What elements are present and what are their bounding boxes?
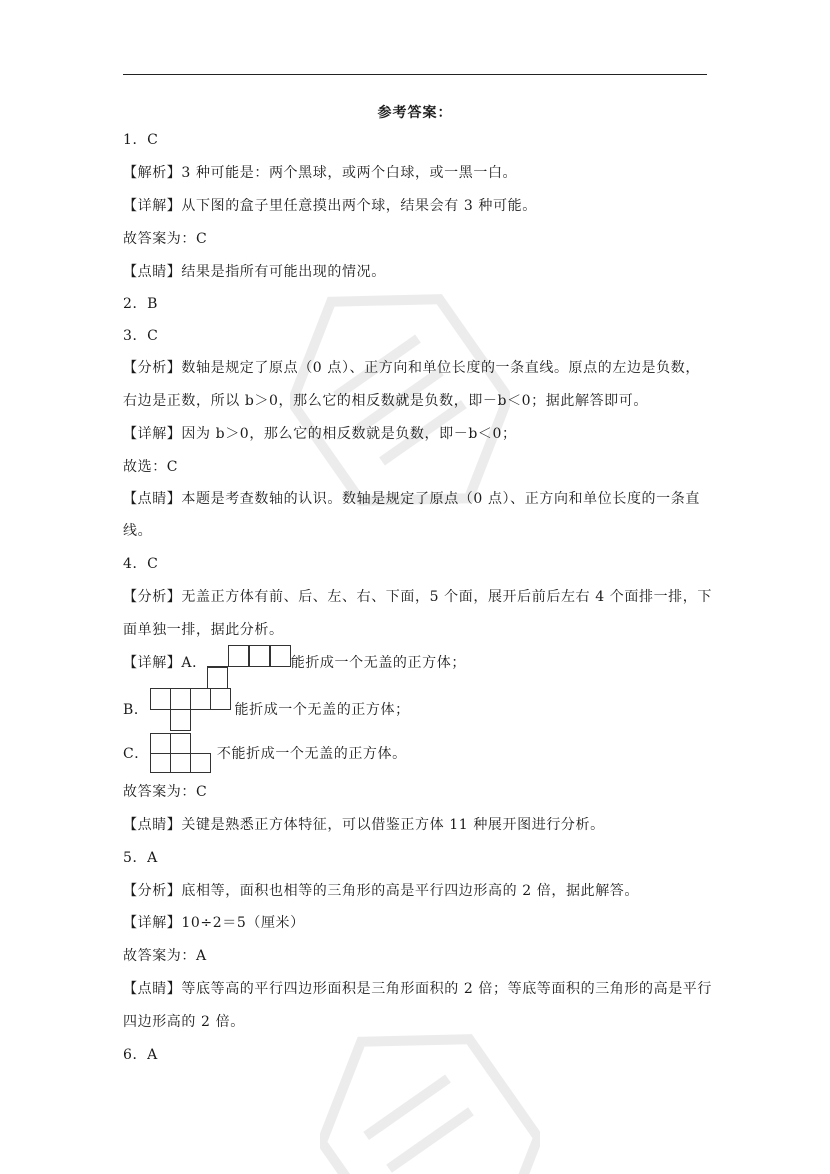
net-cell bbox=[190, 688, 211, 710]
answer-line: 【点睛】等底等高的平行四边形面积是三角形面积的 2 倍；等底等面积的三角形的高是平行 bbox=[123, 981, 713, 997]
answer-line: 故答案为：A bbox=[123, 948, 207, 964]
net-cell bbox=[150, 753, 171, 773]
option-b-text: 能折成一个无盖的正方体； bbox=[234, 702, 410, 718]
answer-line: 5．A bbox=[123, 850, 158, 866]
net-cell bbox=[270, 645, 291, 667]
header-rule bbox=[123, 74, 707, 75]
answer-line: 【分析】数轴是规定了原点（0 点）、正方向和单位长度的一条直线。原点的左边是负数， bbox=[123, 360, 700, 376]
answer-line: 故选：C bbox=[123, 459, 179, 475]
answer-line: 6．A bbox=[123, 1047, 158, 1063]
answer-line: 故答案为：C bbox=[123, 784, 208, 800]
answer-line: 1．C bbox=[123, 132, 159, 148]
answer-line: 面单独一排，据此分析。 bbox=[123, 622, 284, 638]
answer-line: 【详解】因为 b＞0，那么它的相反数就是负数，即－b＜0； bbox=[123, 426, 517, 442]
answer-line: 故答案为：C bbox=[123, 231, 208, 247]
net-cell bbox=[249, 645, 270, 667]
answer-line: 【点睛】本题是考查数轴的认识。数轴是规定了原点（0 点）、正方向和单位长度的一条直 bbox=[123, 491, 700, 507]
net-cell bbox=[150, 688, 171, 710]
net-cell bbox=[170, 688, 191, 710]
option-a-text: 能折成一个无盖的正方体； bbox=[290, 655, 466, 671]
answer-line: 【解析】3 种可能是：两个黑球，或两个白球，或一黑一白。 bbox=[123, 165, 518, 181]
net-cell bbox=[228, 645, 249, 667]
answer-line: 【详解】10÷2＝5（厘米） bbox=[123, 915, 305, 931]
answer-line: 右边是正数，所以 b＞0，那么它的相反数就是负数，即－b＜0；据此解答即可。 bbox=[123, 393, 648, 409]
net-cell bbox=[190, 753, 211, 773]
answer-line: 【详解】从下图的盒子里任意摸出两个球，结果会有 3 种可能。 bbox=[123, 198, 537, 214]
answer-line: 【点睛】关键是熟悉正方体特征，可以借鉴正方体 11 种展开图进行分析。 bbox=[123, 817, 605, 833]
option-a-prefix: 【详解】A． bbox=[123, 655, 207, 671]
net-cell bbox=[150, 733, 171, 754]
option-c-prefix: C． bbox=[123, 746, 149, 762]
answer-line: 【点睛】结果是指所有可能出现的情况。 bbox=[123, 264, 386, 280]
option-b-prefix: B． bbox=[123, 702, 149, 718]
page-title: 参考答案： bbox=[377, 105, 453, 121]
option-a bbox=[123, 653, 466, 673]
watermark-logo bbox=[320, 1010, 540, 1174]
cube-net-c bbox=[150, 733, 212, 773]
answer-line: 4．C bbox=[123, 556, 159, 572]
net-cell bbox=[207, 667, 228, 689]
answer-line: 【分析】底相等，面积也相等的三角形的高是平行四边形高的 2 倍，据此解答。 bbox=[123, 883, 640, 899]
cube-net-a bbox=[207, 645, 291, 689]
answer-line: 线。 bbox=[123, 523, 153, 539]
net-cell bbox=[170, 709, 191, 731]
option-c-text: 不能折成一个无盖的正方体。 bbox=[216, 746, 407, 762]
answer-line: 四边形高的 2 倍。 bbox=[123, 1014, 245, 1030]
cube-net-b bbox=[150, 688, 232, 732]
net-cell bbox=[210, 688, 231, 710]
net-cell bbox=[170, 753, 191, 773]
answer-line: 3．C bbox=[123, 328, 159, 344]
answer-line: 2．B bbox=[123, 296, 158, 312]
net-cell bbox=[170, 733, 191, 754]
answer-line: 【分析】无盖正方体有前、后、左、右、下面，5 个面，展开后前后左右 4 个面排一排，下 bbox=[123, 589, 712, 605]
